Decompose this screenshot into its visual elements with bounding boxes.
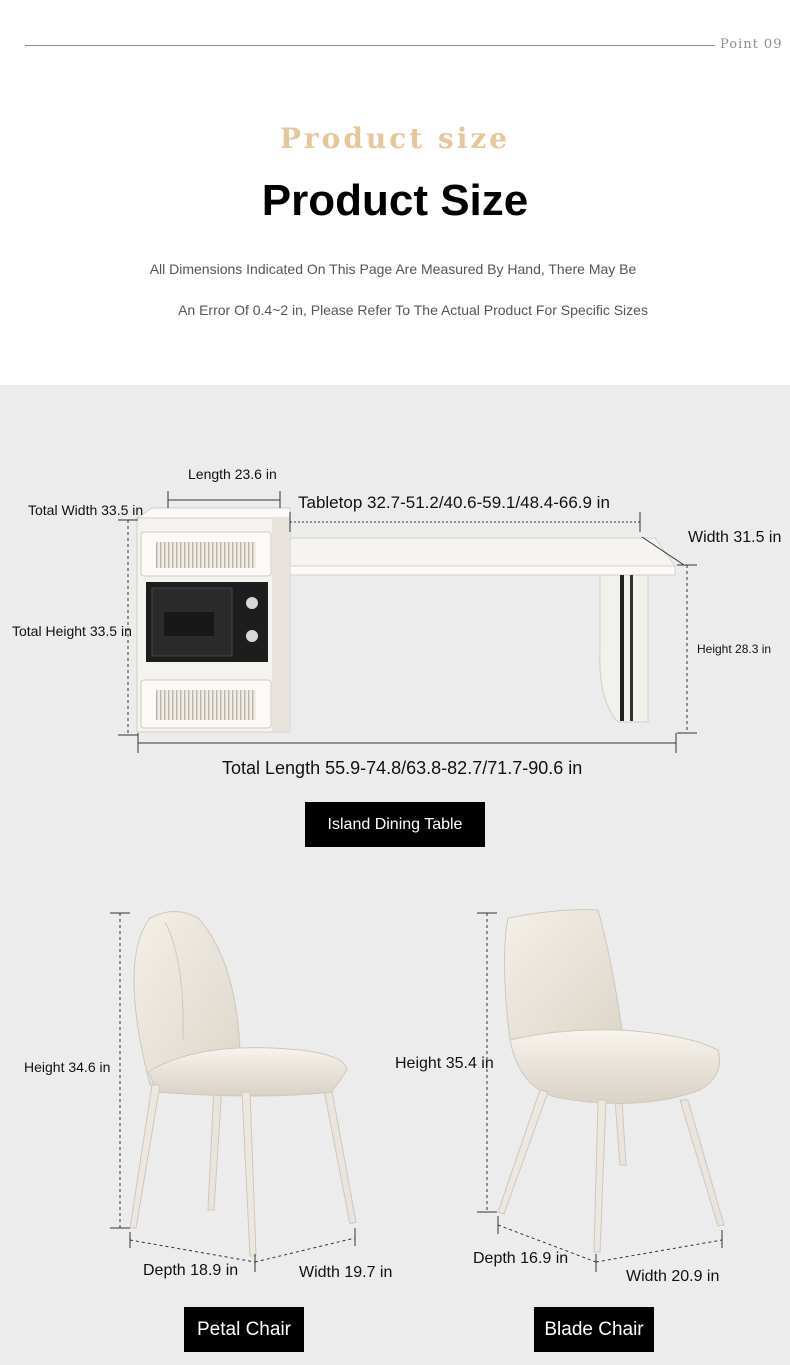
blade-chair-height-label: Height 35.4 in xyxy=(395,1055,494,1072)
table-total-height-label: Total Height 33.5 in xyxy=(12,623,132,639)
blade-chair-depth-label: Depth 16.9 in xyxy=(473,1250,569,1267)
description-line-1: All Dimensions Indicated On This Page Are Measured By Hand, There May Be xyxy=(149,261,637,277)
description-line-2: An Error Of 0.4~2 in, Please Refer To The Actual Product For Specific Sizes xyxy=(178,302,648,318)
table-length-label: Length 23.6 in xyxy=(188,466,277,482)
tabletop-length-label: Tabletop 32.7-51.2/40.6-59.1/48.4-66.9 in xyxy=(298,493,610,512)
page-title: Product Size xyxy=(261,176,529,225)
island-dining-table-badge: Island Dining Table xyxy=(305,802,485,847)
table-height-label: Height 28.3 in xyxy=(697,642,772,656)
petal-chair-badge: Petal Chair xyxy=(184,1307,304,1352)
island-dining-table-drawing xyxy=(137,508,675,732)
table-total-length-label: Total Length 55.9-74.8/63.8-82.7/71.7-90.6 in xyxy=(222,758,583,778)
table-total-width-label: Total Width 33.5 in xyxy=(28,502,144,518)
petal-chair-drawing xyxy=(130,912,356,1257)
petal-chair-width-label: Width 19.7 in xyxy=(299,1264,393,1281)
blade-chair-badge: Blade Chair xyxy=(534,1307,654,1352)
table-width-label: Width 31.5 in xyxy=(688,529,782,546)
blade-chair-drawing xyxy=(498,910,724,1252)
blade-chair-width-label: Width 20.9 in xyxy=(626,1268,720,1285)
point-label: Point 09 xyxy=(720,37,783,52)
petal-chair-depth-label: Depth 18.9 in xyxy=(143,1262,239,1279)
petal-chair-height-label: Height 34.6 in xyxy=(24,1059,111,1075)
script-title: Product size xyxy=(279,122,511,155)
